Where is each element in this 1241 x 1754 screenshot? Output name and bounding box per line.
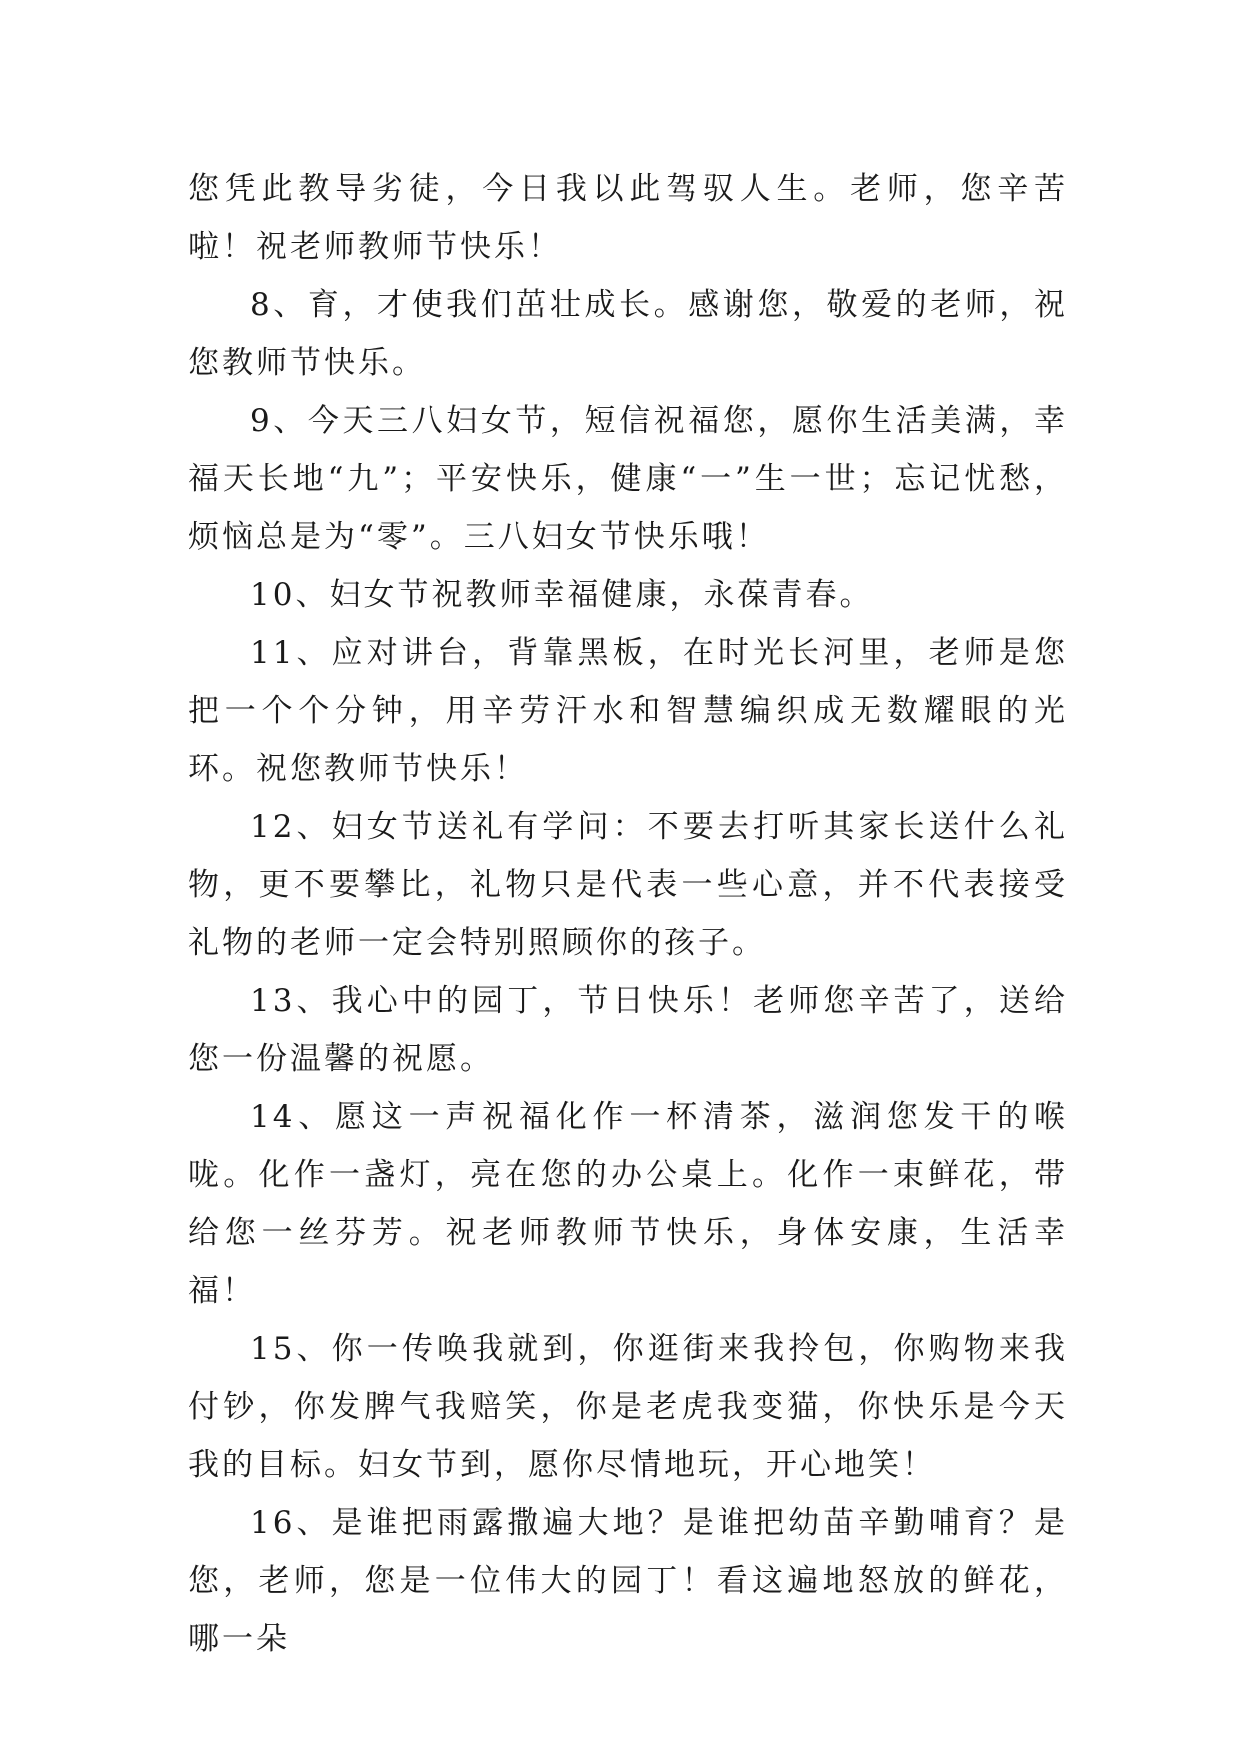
paragraph-continuation: 您凭此教导劣徒，今日我以此驾驭人生。老师，您辛苦啦！祝老师教师节快乐！ bbox=[188, 171, 1068, 265]
paragraph-item-16: 16、是谁把雨露撒遍大地？是谁把幼苗辛勤哺育？是您，老师，您是一位伟大的园丁！看这遍地怒放的鲜花，哪一朵 bbox=[188, 1505, 1068, 1657]
paragraph-item-9: 9、今天三八妇女节，短信祝福您，愿你生活美满，幸福天长地“九”；平安快乐，健康“一”生一世；忘记忧愁，烦恼总是为“零”。三八妇女节快乐哦！ bbox=[188, 403, 1068, 555]
paragraph-item-8: 8、育，才使我们茁壮成长。感谢您，敬爱的老师，祝您教师节快乐。 bbox=[188, 287, 1068, 381]
paragraph-item-13: 13、我心中的园丁，节日快乐！老师您辛苦了，送给您一份温馨的祝愿。 bbox=[188, 983, 1068, 1077]
paragraph-item-11: 11、应对讲台，背靠黑板，在时光长河里，老师是您把一个个分钟，用辛劳汗水和智慧编织成无数耀眼的光环。祝您教师节快乐！ bbox=[188, 635, 1068, 787]
paragraph-item-14: 14、愿这一声祝福化作一杯清茶，滋润您发干的喉咙。化作一盏灯，亮在您的办公桌上。化作一束鲜花，带给您一丝芬芳。祝老师教师节快乐，身体安康，生活幸福！ bbox=[188, 1099, 1068, 1309]
paragraph-item-10: 10、妇女节祝教师幸福健康，永葆青春。 bbox=[250, 577, 874, 613]
paragraph-item-15: 15、你一传唤我就到，你逛街来我拎包，你购物来我付钞，你发脾气我赔笑，你是老虎我变猫，你快乐是今天我的目标。妇女节到，愿你尽情地玩，开心地笑！ bbox=[188, 1331, 1068, 1483]
paragraph-item-12: 12、妇女节送礼有学问：不要去打听其家长送什么礼物，更不要攀比，礼物只是代表一些心意，并不代表接受礼物的老师一定会特别照顾你的孩子。 bbox=[188, 809, 1068, 961]
document-body bbox=[188, 160, 1068, 1668]
